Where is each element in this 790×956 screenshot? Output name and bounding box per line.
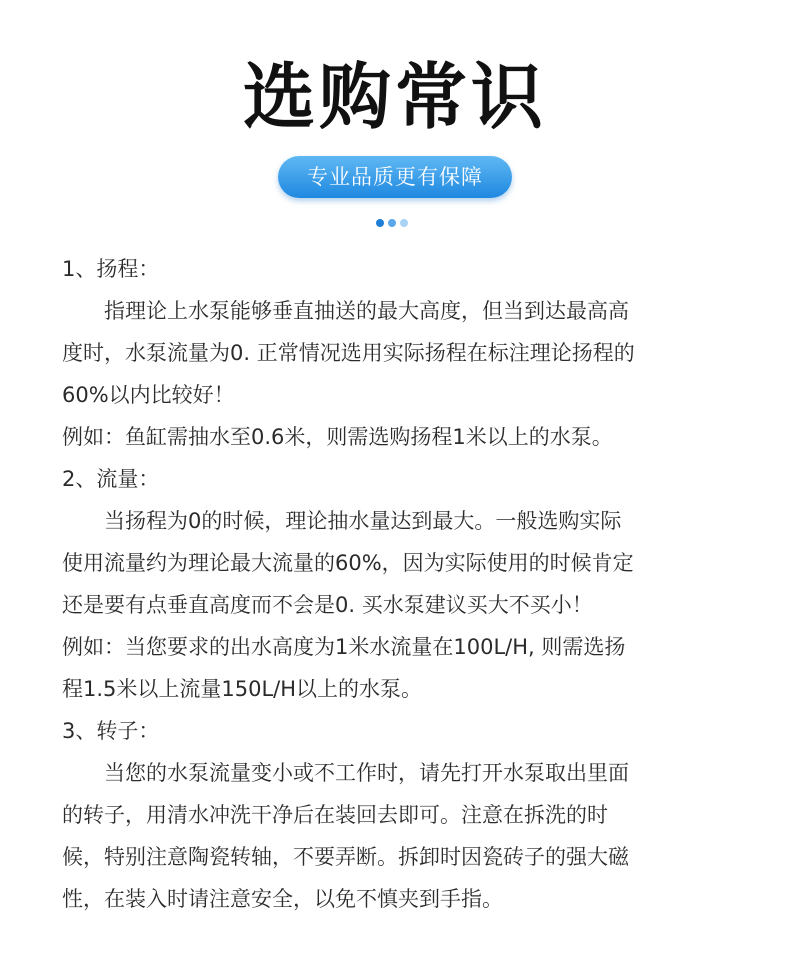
decorative-dots: [376, 219, 416, 229]
text-line: 度时，水泵流量为0. 正常情况选用实际扬程在标注理论扬程的: [62, 341, 635, 365]
text-line: 指理论上水泵能够垂直抽送的最大高度，但当到达最高高: [104, 299, 629, 323]
article-body: [62, 248, 732, 920]
text-line: 程1.5米以上流量150L/H以上的水泵。: [62, 677, 423, 701]
text-line: 候，特别注意陶瓷转轴，不要弄断。拆卸时因瓷砖子的强大磁: [62, 845, 629, 869]
text-line: 当扬程为0的时候，理论抽水量达到最大。一般选购实际: [104, 509, 622, 533]
dot-2: [388, 219, 396, 227]
text-line: 当您的水泵流量变小或不工作时，请先打开水泵取出里面: [104, 761, 629, 785]
text-line: 例如：鱼缸需抽水至0.6米，则需选购扬程1米以上的水泵。: [62, 425, 613, 449]
dot-1: [376, 219, 384, 227]
text-line: 60%以内比较好！: [62, 383, 235, 407]
text-line: 使用流量约为理论最大流量的60%，因为实际使用的时候肯定: [62, 551, 634, 575]
text-line: 的转子，用清水冲洗干净后在装回去即可。注意在拆洗的时: [62, 803, 608, 827]
text-line: 2、流量：: [62, 467, 160, 491]
text-line: 例如：当您要求的出水高度为1米水流量在100L/H, 则需选扬: [62, 635, 626, 659]
dot-3: [400, 219, 408, 227]
text-line: 还是要有点垂直高度而不会是0. 买水泵建议买大不买小！: [62, 593, 593, 617]
page-title: 选购常识: [242, 55, 547, 139]
text-line: 性，在装入时请注意安全，以免不慎夹到手指。: [62, 887, 503, 911]
subtitle-badge: 专业品质更有保障: [278, 156, 512, 198]
text-line: 1、扬程：: [62, 257, 160, 281]
text-line: 3、转子：: [62, 719, 160, 743]
